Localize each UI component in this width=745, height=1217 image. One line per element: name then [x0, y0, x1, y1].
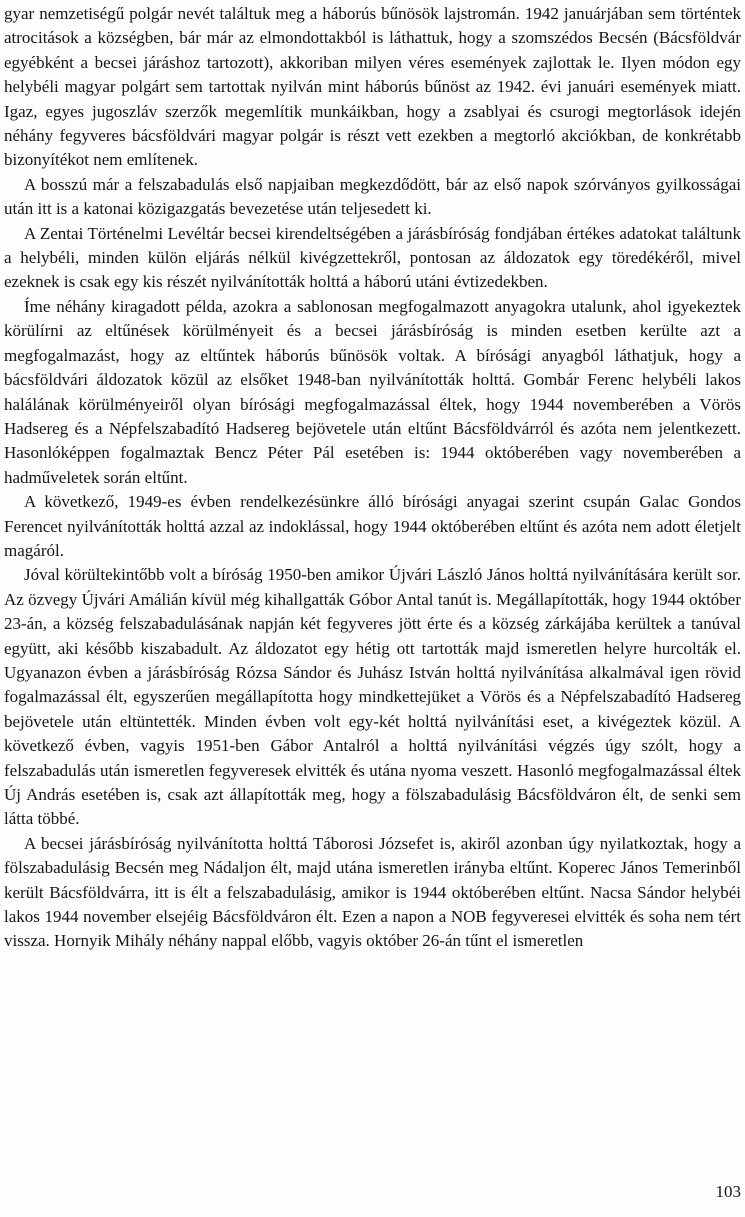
paragraph-2: A bosszú már a felszabadulás első napjaiban megkezdődött, bár az első napok szórványos gyilkosságai után itt is a katonai közigazgatás bevezetése után teljesedett ki. — [4, 174, 741, 219]
paragraph-6: Jóval körültekintőbb volt a bíróság 1950-ben amikor Újvári László János holttá nyilvánítására került sor. Az özvegy Újvári Amálián kívül még kihallgatták Góbor Antal tanút is. Megállapították, hogy 1944 október 23-án, a község felszabadulásának napján két fegyveres jött érte és a község zárkájába kerültek a tanúval együtt, aki később kiszabadult. Az áldozatot egy hétig ott tartották majd ismeretlen helyre hurcolták el. Ugyanazon évben a járásbíróság Rózsa Sándor és Juhász István holttá nyilvánítása alkalmával igen rövid fogalmazással élt, egyszerűen megállapította hogy mindkettejüket a Vörös és a Népfelszabadító Hadsereg bejövetele után eltüntették. Minden évben volt egy-két holttá nyilvánítási eset, a kivégeztek közül. A következő évben, vagyis 1951-ben Gábor Antalról a holttá nyilvánítási végzés úgy szólt, hogy a felszabadulás után ismeretlen fegyveresek elvitték és utána nyoma veszett. Hasonló megfogalmazással éltek Új András esetében is, csak azt állapították meg, hogy a fölszabadulásig Bácsföldváron élt, de senki sem látta többé. — [4, 565, 741, 829]
paragraph-7: A becsei járásbíróság nyilvánította holttá Táborosi Józsefet is, akiről azonban úgy nyilatkoztak, hogy a fölszabadulásig Becsén meg Nádaljon élt, majd utána ismeretlen irányba eltűnt. Koperec János Temerinből került Bácsföldvárra, itt is élt a felszabadulásig, amikor is 1944 októberében eltűnt. Nacsa Sándor helybéi lakos 1944 november elsejéig Bácsföldváron élt. Ezen a napon a NOB fegyveresei elvitték és soha nem tért vissza. Hornyik Mihály néhány nappal előbb, vagyis október 26-án tűnt el ismeretlen — [4, 833, 741, 951]
body-text — [4, 2, 741, 954]
paragraph-4: Íme néhány kiragadott példa, azokra a sablonosan megfogalmazott anyagokra utalunk, ahol igyekeztek körülírni az eltűnések körülményeit és a becsei járásbíróság is minden esetben kerülte azt a megfogalmazást, hogy az eltűntek háborús bűnösök voltak. A bírósági anyagból láthatjuk, hogy a bácsföldvári áldozatok közül az elsőket 1948-ban nyilvánították holttá. Gombár Ferenc helybéli lakos halálának körülményeiről olyan bírósági megfogalmazással éltek, hogy 1944 novemberében a Vörös Hadsereg és a Népfelszabadító Hadsereg bejövetele után eltűnt Bácsföldvárról és azóta nem jelentkezett. Hasonlóképpen fogalmaztak Bencz Péter Pál esetében is: 1944 októberében vagy novemberében a hadműveletek során eltűnt. — [4, 296, 741, 487]
paragraph-3: A Zentai Történelmi Levéltár becsei kirendeltségében a járásbíróság fondjában értékes adatokat találtunk a helybéli, minden külön eljárás nélkül kivégzettekről, pontosan az áldozatok egy töredékéről, mivel ezeknek is csak egy kis részét nyilvánították holttá a háború utáni évtizedekben. — [4, 223, 741, 292]
page-number: 103 — [715, 1182, 741, 1201]
paragraph-5: A következő, 1949-es évben rendelkezésünkre álló bírósági anyagai szerint csupán Galac Gondos Ferencet nyilvánították holttá azzal az indoklással, hogy 1944 októberében eltűnt és azóta nem adott életjelt magáról. — [4, 492, 741, 560]
paragraph-1: gyar nemzetiségű polgár nevét találtuk meg a háborús bűnösök lajstromán. 1942 januárjában sem történtek atrocitások a községben, bár már az elmondottakból is láthattuk, hogy a szomszédos Becsén (Bácsföldvár egyébként a becsei járáshoz tartozott), akkoriban milyen véres események zajlottak le. Ilyen módon egy helybéli magyar polgárt sem tartottak nyilván mint háborús bűnöst az 1942. évi januári események miatt. Igaz, egyes jugoszláv szerzők megemlítik munkáikban, hogy a zsablyai és csurogi megtorlások idején néhány fegyveres bácsföldvári magyar polgár is részt vett ezekben a megtorló akciókban, de konkrétabb bizonyítékot nem említenek. — [4, 4, 741, 170]
